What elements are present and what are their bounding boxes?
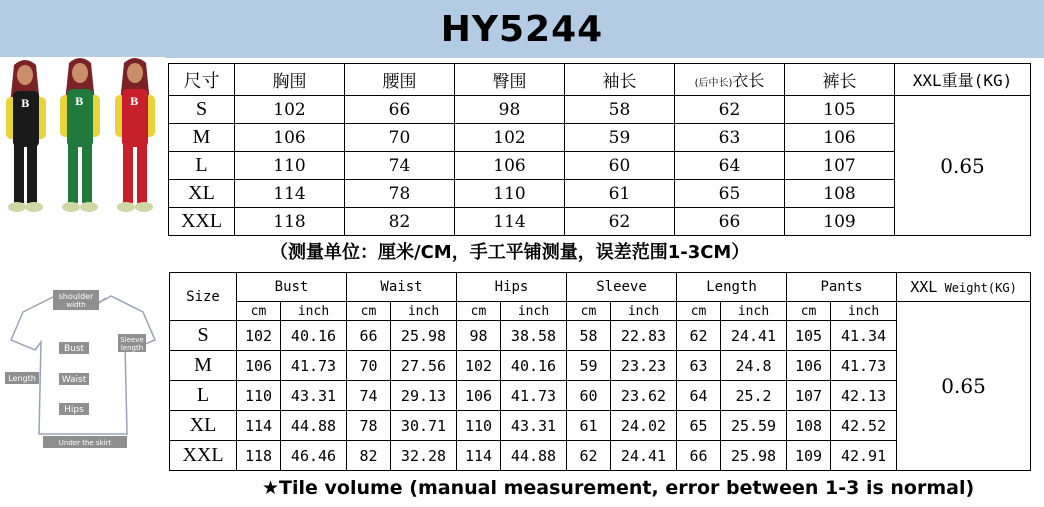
cn-size-table (168, 63, 1031, 236)
cn-cell: 65 (675, 180, 785, 208)
product-code-title: HY5244 (440, 8, 604, 50)
en-cell: 22.83 (611, 321, 677, 351)
en-unit-inch: inch (391, 302, 457, 321)
en-cell: 110 (237, 381, 281, 411)
en-cell: 30.71 (391, 411, 457, 441)
en-cell: 60 (567, 381, 611, 411)
en-cell: 24.02 (611, 411, 677, 441)
en-cell: 41.73 (831, 351, 897, 381)
en-header-waist: Waist (347, 273, 457, 302)
cn-cell: 108 (785, 180, 895, 208)
cn-cell: 102 (235, 96, 345, 124)
cn-header-waist: 腰围 (345, 64, 455, 96)
cn-cell: 118 (235, 208, 345, 236)
cn-header-length-note: (后中长) (694, 78, 733, 89)
en-cell: 106 (457, 381, 501, 411)
en-cell: 74 (347, 381, 391, 411)
en-cell: 40.16 (501, 351, 567, 381)
cn-cell: 66 (345, 96, 455, 124)
en-unit-cm: cm (347, 302, 391, 321)
en-unit-inch: inch (611, 302, 677, 321)
diagram-label-sleeve (118, 334, 146, 352)
cn-cell: 98 (455, 96, 565, 124)
en-cell: 106 (237, 351, 281, 381)
en-cell: 98 (457, 321, 501, 351)
cn-cell: 62 (565, 208, 675, 236)
cn-cell: 62 (675, 96, 785, 124)
en-cell: 44.88 (281, 411, 347, 441)
en-cell: 23.23 (611, 351, 677, 381)
diagram-label-hips (59, 403, 89, 415)
svg-text:B: B (130, 97, 139, 108)
en-cell: 25.98 (721, 441, 787, 471)
en-cell: 102 (237, 321, 281, 351)
cn-cell: 63 (675, 124, 785, 152)
cn-cell: 74 (345, 152, 455, 180)
en-unit-cm: cm (567, 302, 611, 321)
cn-cell: 106 (235, 124, 345, 152)
en-header-size: Size (170, 273, 237, 321)
cn-cell: 109 (785, 208, 895, 236)
diagram-label-under-skirt (43, 436, 127, 448)
svg-text:Length: Length (8, 374, 36, 383)
en-cell: 43.31 (501, 411, 567, 441)
en-weight-value: 0.65 (897, 302, 1031, 471)
en-unit-cm: cm (677, 302, 721, 321)
cn-size-s: S (169, 96, 235, 124)
cn-header-row (169, 64, 1031, 96)
en-cell: 102 (457, 351, 501, 381)
cn-cell: 82 (345, 208, 455, 236)
en-header-weight-label: Weight(KG) (944, 281, 1017, 295)
cn-header-length-label: 衣长 (732, 71, 765, 90)
cn-cell: 64 (675, 152, 785, 180)
en-cell: 61 (567, 411, 611, 441)
cn-size-m: M (169, 124, 235, 152)
cn-cell: 61 (565, 180, 675, 208)
en-cell: 43.31 (281, 381, 347, 411)
en-cell: 70 (347, 351, 391, 381)
en-cell: 66 (677, 441, 721, 471)
cn-cell: 66 (675, 208, 785, 236)
en-size-s: S (170, 321, 237, 351)
svg-text:Under the skirt: Under the skirt (58, 439, 112, 447)
en-cell: 105 (787, 321, 831, 351)
diagram-label-length (5, 372, 39, 384)
en-cell: 25.59 (721, 411, 787, 441)
en-cell: 25.2 (721, 381, 787, 411)
en-header-weight (897, 273, 1031, 302)
en-cell: 41.73 (501, 381, 567, 411)
en-unit-row (170, 302, 1031, 321)
cn-cell: 106 (785, 124, 895, 152)
cn-cell: 60 (565, 152, 675, 180)
cn-cell: 107 (785, 152, 895, 180)
svg-text:length: length (120, 344, 144, 352)
cn-measurement-note: （测量单位：厘米/CM，手工平铺测量，误差范围1-3CM） (270, 242, 750, 263)
en-size-m: M (170, 351, 237, 381)
cn-cell: 59 (565, 124, 675, 152)
en-size-table (169, 272, 1031, 471)
cn-header-size: 尺寸 (169, 64, 235, 96)
cn-header-hips: 臀围 (455, 64, 565, 96)
cn-row-s (169, 96, 1031, 124)
en-cell: 114 (457, 441, 501, 471)
en-cell: 24.41 (611, 441, 677, 471)
en-header-pants: Pants (787, 273, 897, 302)
cn-cell: 110 (235, 152, 345, 180)
cn-cell: 70 (345, 124, 455, 152)
cn-size-l: L (169, 152, 235, 180)
cn-cell: 78 (345, 180, 455, 208)
svg-text:Bust: Bust (63, 344, 85, 354)
en-cell: 63 (677, 351, 721, 381)
svg-text:shoulder: shoulder (58, 292, 94, 301)
en-cell: 62 (567, 441, 611, 471)
cn-size-xl: XL (169, 180, 235, 208)
en-unit-inch: inch (831, 302, 897, 321)
en-measurement-note: ★Tile volume (manual measurement, error between 1-3 is normal) (262, 477, 975, 499)
en-unit-inch: inch (281, 302, 347, 321)
en-cell: 64 (677, 381, 721, 411)
en-cell: 32.28 (391, 441, 457, 471)
en-cell: 78 (347, 411, 391, 441)
en-cell: 59 (567, 351, 611, 381)
en-unit-cm: cm (237, 302, 281, 321)
en-size-xl: XL (170, 411, 237, 441)
cn-cell: 110 (455, 180, 565, 208)
title-bar (0, 0, 1044, 58)
en-cell: 42.13 (831, 381, 897, 411)
cn-header-bust: 胸围 (235, 64, 345, 96)
en-cell: 107 (787, 381, 831, 411)
product-photo (0, 57, 165, 232)
en-cell: 40.16 (281, 321, 347, 351)
en-cell: 38.58 (501, 321, 567, 351)
en-cell: 66 (347, 321, 391, 351)
diagram-label-bust (59, 342, 89, 354)
diagram-label-waist (59, 373, 89, 385)
en-cell: 24.8 (721, 351, 787, 381)
en-size-l: L (170, 381, 237, 411)
en-cell: 109 (787, 441, 831, 471)
en-cell: 25.98 (391, 321, 457, 351)
cn-cell: 102 (455, 124, 565, 152)
en-cell: 108 (787, 411, 831, 441)
en-cell: 110 (457, 411, 501, 441)
en-header-sleeve: Sleeve (567, 273, 677, 302)
en-cell: 44.88 (501, 441, 567, 471)
svg-text:Sleeve: Sleeve (120, 336, 144, 344)
en-cell: 41.34 (831, 321, 897, 351)
svg-text:width: width (66, 301, 86, 309)
en-header-length: Length (677, 273, 787, 302)
en-unit-cm: cm (787, 302, 831, 321)
cn-weight-value: 0.65 (895, 96, 1031, 236)
en-cell: 62 (677, 321, 721, 351)
cn-cell: 114 (235, 180, 345, 208)
size-diagram (3, 284, 163, 454)
svg-text:Hips: Hips (64, 405, 84, 415)
en-unit-inch: inch (721, 302, 787, 321)
en-cell: 23.62 (611, 381, 677, 411)
en-cell: 24.41 (721, 321, 787, 351)
en-cell: 41.73 (281, 351, 347, 381)
en-cell: 27.56 (391, 351, 457, 381)
cn-header-pants: 裤长 (785, 64, 895, 96)
en-cell: 29.13 (391, 381, 457, 411)
svg-text:B: B (21, 99, 30, 110)
en-cell: 106 (787, 351, 831, 381)
svg-text:B: B (75, 97, 84, 108)
en-cell: 82 (347, 441, 391, 471)
en-cell: 65 (677, 411, 721, 441)
en-cell: 114 (237, 411, 281, 441)
en-cell: 46.46 (281, 441, 347, 471)
en-cell: 42.52 (831, 411, 897, 441)
en-unit-inch: inch (501, 302, 567, 321)
cn-cell: 105 (785, 96, 895, 124)
en-size-xxl: XXL (170, 441, 237, 471)
en-cell: 118 (237, 441, 281, 471)
en-unit-cm: cm (457, 302, 501, 321)
en-header-weight-size: XXL (910, 278, 938, 296)
cn-size-xxl: XXL (169, 208, 235, 236)
cn-cell: 114 (455, 208, 565, 236)
cn-cell: 106 (455, 152, 565, 180)
cn-header-sleeve: 袖长 (565, 64, 675, 96)
en-header-bust: Bust (237, 273, 347, 302)
diagram-label-shoulder (53, 290, 99, 310)
cn-header-length (675, 64, 785, 96)
cn-header-weight: XXL重量(KG) (895, 64, 1031, 96)
en-cell: 42.91 (831, 441, 897, 471)
en-header-hips: Hips (457, 273, 567, 302)
svg-text:Waist: Waist (61, 375, 87, 385)
en-header-row (170, 273, 1031, 302)
en-cell: 58 (567, 321, 611, 351)
cn-cell: 58 (565, 96, 675, 124)
